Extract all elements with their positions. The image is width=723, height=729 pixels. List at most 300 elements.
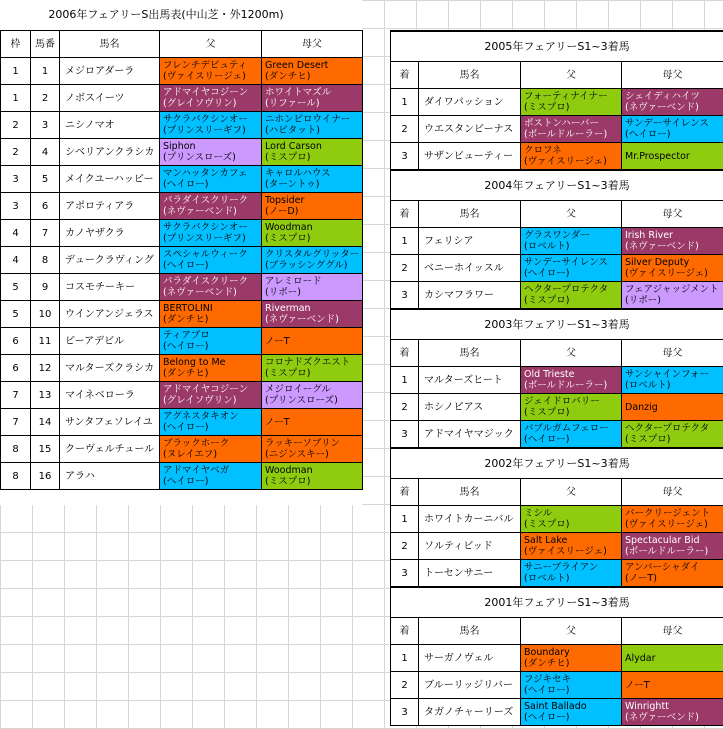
sire-cell [521, 228, 622, 255]
past-header-row [391, 201, 723, 228]
sire-cell-line1: フォーティナイナー [524, 91, 608, 102]
horse-name-cell: ピーアデビル [60, 328, 160, 355]
entry-header-cell: 父 [160, 31, 262, 58]
table-row [391, 367, 723, 394]
broodmare-sire-cell-line2: (ヴァイスリージェ) [625, 268, 708, 279]
table-row [391, 89, 723, 116]
sire-cell-line1: ミシル [524, 508, 553, 519]
sire-cell [160, 436, 262, 463]
past-results-block [390, 30, 723, 726]
past-header-cell: 着 [391, 479, 419, 506]
sire-cell-line2: (ヘイロー) [524, 268, 570, 279]
sire-cell-line2: (ミスプロ) [524, 295, 570, 306]
waku-cell: 6 [1, 355, 31, 382]
waku-cell: 2 [1, 139, 31, 166]
rank-cell: 3 [391, 143, 419, 171]
broodmare-sire-cell-line1: ラッキーソブリン [265, 438, 341, 449]
table-row [1, 247, 363, 274]
broodmare-sire-cell [622, 699, 723, 726]
horse-name-cell: ニシノマオ [60, 112, 160, 139]
broodmare-sire-cell-line2: (ダンチヒ) [265, 71, 311, 82]
horse-name-cell: サーガノヴェル [419, 645, 521, 672]
sire-cell-line1: アドマイヤコジーン [163, 384, 249, 395]
rank-cell: 3 [391, 282, 419, 310]
sire-cell-line1: ジェイドロバリー [524, 396, 600, 407]
horse-name-cell: アポロティアラ [60, 193, 160, 220]
table-row [391, 533, 723, 560]
table-row [391, 143, 723, 171]
broodmare-sire-cell-line1: Irish River [625, 230, 673, 241]
broodmare-sire-cell [262, 463, 363, 490]
broodmare-sire-cell [622, 394, 723, 421]
sire-cell [521, 282, 622, 310]
sire-cell-line1: フジキセキ [524, 674, 572, 685]
broodmare-sire-cell-line1: Lord Carson [265, 141, 322, 152]
sire-cell-line1: パラダイスクリーク [163, 195, 249, 206]
sire-cell-line1: Siphon [163, 141, 196, 152]
table-row [391, 672, 723, 699]
broodmare-sire-cell [262, 247, 363, 274]
sire-cell-line2: (ヴァイスリージェ) [524, 546, 607, 557]
broodmare-sire-cell-line2: (プリンスローズ) [265, 395, 338, 406]
horse-name-cell: ホワイトカーニバル [419, 506, 521, 533]
sire-cell-line2: (ミスプロ) [524, 102, 570, 113]
entry-header-cell: 枠 [1, 31, 31, 58]
sire-cell-line1: サクラバクシンオー [163, 222, 248, 233]
year-title: 2004年フェアリーS1~3着馬 [391, 170, 723, 201]
year-title-row [391, 587, 723, 618]
horse-name-cell: トーセンサニー [419, 560, 521, 588]
rank-cell: 2 [391, 394, 419, 421]
sire-cell-line1: ティアブロ [163, 330, 210, 341]
table-row [1, 409, 363, 436]
broodmare-sire-cell-line2: (ニジンスキー) [265, 449, 329, 460]
past-header-cell: 母父 [622, 62, 723, 89]
sire-cell [521, 367, 622, 394]
table-row [1, 139, 363, 166]
rank-cell: 2 [391, 116, 419, 143]
broodmare-sire-cell-line1: メジロイーグル [265, 384, 331, 395]
horse-name-cell: マイネベローラ [60, 382, 160, 409]
year-title-row [391, 309, 723, 340]
horse-number-cell: 7 [31, 220, 60, 247]
past-header-cell: 着 [391, 62, 419, 89]
past-header-cell: 着 [391, 201, 419, 228]
broodmare-sire-cell-line1: Riverman [265, 303, 311, 314]
broodmare-sire-cell [262, 436, 363, 463]
rank-cell: 2 [391, 672, 419, 699]
broodmare-sire-cell [622, 255, 723, 282]
horse-number-cell: 10 [31, 301, 60, 328]
broodmare-sire-cell-line1: Green Desert [265, 60, 329, 71]
broodmare-sire-cell-line2: (ミスプロ) [625, 434, 671, 445]
horse-number-cell: 16 [31, 463, 60, 490]
horse-name-cell: デュークラヴィング [60, 247, 160, 274]
sire-cell-line1: Salt Lake [524, 535, 568, 546]
rank-cell: 1 [391, 89, 419, 116]
broodmare-sire-cell [262, 166, 363, 193]
sire-cell-line2: (ヘイロー) [163, 422, 209, 433]
sire-cell-line1: Old Trieste [524, 369, 575, 380]
sire-cell-line2: (ダンチヒ) [524, 658, 570, 669]
broodmare-sire-cell [262, 112, 363, 139]
broodmare-sire-cell-line1: コロナドズクエスト [265, 357, 351, 368]
table-row [1, 463, 363, 490]
broodmare-sire-cell-line1: ヘクタープロテクタ [625, 423, 710, 434]
sire-cell-line2: (グレイソヴリン) [163, 395, 237, 406]
table-row [1, 220, 363, 247]
broodmare-sire-cell-line2: (リボー) [625, 295, 661, 306]
broodmare-sire-cell-line2: (ノーD) [265, 206, 299, 217]
past-header-cell: 父 [521, 479, 622, 506]
sire-cell [160, 409, 262, 436]
past-header-cell: 着 [391, 618, 419, 645]
horse-name-cell: シベリアンクラシカ [60, 139, 160, 166]
rank-cell: 3 [391, 421, 419, 449]
sire-cell-line1: アドマイヤベガ [163, 465, 230, 476]
sire-cell-line1: クロフネ [524, 145, 562, 156]
broodmare-sire-cell-line2: (ネヴァーベンド) [625, 102, 699, 113]
sire-cell-line1: バブルガムフェロー [524, 423, 609, 434]
horse-number-cell: 14 [31, 409, 60, 436]
past-header-cell: 母父 [622, 201, 723, 228]
horse-name-cell: ノボスイーツ [60, 85, 160, 112]
past-header-cell: 母父 [622, 340, 723, 367]
sire-cell-line2: (ダンチヒ) [163, 314, 209, 325]
horse-name-cell: サザンビューティー [419, 143, 521, 171]
year-title: 2005年フェアリーS1~3着馬 [391, 31, 723, 62]
horse-name-cell: フェリシア [419, 228, 521, 255]
broodmare-sire-cell [622, 367, 723, 394]
sire-cell-line1: サクラバクシンオー [163, 114, 248, 125]
sire-cell-line1: ボストンハーバー [524, 118, 599, 129]
rank-cell: 1 [391, 228, 419, 255]
horse-name-cell: ベニーホイッスル [419, 255, 521, 282]
horse-name-cell: メジロアダーラ [60, 58, 160, 85]
sire-cell [521, 699, 622, 726]
sire-cell-line2: (ヴァイスリージェ) [163, 71, 246, 82]
broodmare-sire-cell-line2: (リボー) [265, 287, 301, 298]
waku-cell: 5 [1, 301, 31, 328]
horse-name-cell: アラハ [60, 463, 160, 490]
sire-cell [521, 560, 622, 588]
horse-number-cell: 9 [31, 274, 60, 301]
sire-cell [521, 533, 622, 560]
entry-table-title: 2006年フェアリーS出馬表(中山芝・外1200m) [48, 8, 284, 21]
broodmare-sire-cell-line2: (ロベルト) [625, 380, 671, 391]
sire-cell-line2: (ヴァイスリージェ) [524, 156, 607, 167]
waku-cell: 3 [1, 166, 31, 193]
sire-cell-line1: アグネスタキオン [163, 411, 239, 422]
broodmare-sire-cell [622, 533, 723, 560]
past-header-cell: 馬名 [419, 340, 521, 367]
sire-cell-line2: (ヘイロー) [163, 341, 209, 352]
table-row [1, 166, 363, 193]
broodmare-sire-cell-line1: ノーT [265, 416, 290, 428]
sire-cell-line2: (ロベルト) [524, 573, 570, 584]
broodmare-sire-cell-line1: ホワイトマズル [265, 87, 332, 98]
rank-cell: 1 [391, 645, 419, 672]
horse-name-cell: ソルティビッド [419, 533, 521, 560]
sire-cell-line2: (ヘイロー) [524, 712, 570, 723]
sire-cell-line1: グラスワンダー [524, 230, 590, 241]
sire-cell-line1: サニーブライアン [524, 562, 599, 573]
broodmare-sire-cell-line1: フェアジャッジメント [625, 284, 719, 295]
table-row [1, 301, 363, 328]
past-header-cell: 馬名 [419, 62, 521, 89]
broodmare-sire-cell-line2: (ネヴァーベンド) [625, 712, 699, 723]
waku-cell: 8 [1, 436, 31, 463]
broodmare-sire-cell-line2: (ヴァイスリージェ) [625, 519, 708, 530]
horse-name-cell: ウエスタンビーナス [419, 116, 521, 143]
table-row [1, 436, 363, 463]
sire-cell-line1: ブラックホーク [163, 438, 230, 449]
sire-cell [521, 143, 622, 171]
horse-name-cell: カノヤザクラ [60, 220, 160, 247]
table-row [391, 228, 723, 255]
sire-cell-line2: (ロベルト) [524, 241, 570, 252]
broodmare-sire-cell-line1: シェイディハイツ [625, 91, 701, 102]
past-results-table [390, 30, 723, 726]
sire-cell [521, 672, 622, 699]
broodmare-sire-cell-line1: Danzig [625, 401, 658, 413]
rank-cell: 2 [391, 533, 419, 560]
broodmare-sire-cell-line2: (ブラッシンググル) [265, 260, 348, 271]
broodmare-sire-cell-line2: (ミスプロ) [265, 233, 311, 244]
past-header-row [391, 340, 723, 367]
sire-cell-line2: (ボールドルーラー) [524, 380, 608, 391]
past-header-cell: 馬名 [419, 479, 521, 506]
horse-number-cell: 1 [31, 58, 60, 85]
sire-cell-line1: Saint Ballado [524, 701, 587, 712]
table-row [1, 58, 363, 85]
horse-number-cell: 12 [31, 355, 60, 382]
waku-cell: 7 [1, 409, 31, 436]
sire-cell [521, 116, 622, 143]
past-header-cell: 着 [391, 340, 419, 367]
waku-cell: 5 [1, 274, 31, 301]
broodmare-sire-cell-line1: バークリージェント [625, 508, 711, 519]
table-row [1, 193, 363, 220]
sire-cell [160, 274, 262, 301]
past-header-cell: 父 [521, 618, 622, 645]
sire-cell-line2: (ミスプロ) [524, 407, 570, 418]
sire-cell [160, 463, 262, 490]
table-row [391, 394, 723, 421]
sire-cell [160, 301, 262, 328]
sire-cell-line2: (プリンスリーギフ) [163, 233, 246, 244]
entry-table-block [0, 0, 362, 505]
broodmare-sire-cell-line2: (ボールドルーラー) [625, 546, 709, 557]
rank-cell: 1 [391, 506, 419, 533]
table-row [391, 282, 723, 310]
waku-cell: 2 [1, 112, 31, 139]
sire-cell-line1: パラダイスクリーク [163, 276, 249, 287]
horse-number-cell: 2 [31, 85, 60, 112]
past-header-row [391, 618, 723, 645]
sire-cell [160, 220, 262, 247]
broodmare-sire-cell [622, 116, 723, 143]
broodmare-sire-cell [622, 228, 723, 255]
past-header-cell: 馬名 [419, 618, 521, 645]
broodmare-sire-cell-line2: (ネヴァーベンド) [265, 314, 339, 325]
broodmare-sire-cell [622, 560, 723, 588]
sire-cell [160, 112, 262, 139]
broodmare-sire-cell-line1: Mr.Prospector [625, 150, 690, 162]
table-row [391, 560, 723, 588]
year-title-row [391, 170, 723, 201]
entry-header-row [1, 31, 363, 58]
broodmare-sire-cell [622, 421, 723, 449]
waku-cell: 6 [1, 328, 31, 355]
sire-cell-line1: Belong to Me [163, 357, 226, 368]
broodmare-sire-cell [622, 143, 723, 171]
sire-cell-line2: (ミスプロ) [524, 519, 570, 530]
horse-name-cell: カシマフラワー [419, 282, 521, 310]
sire-cell [160, 355, 262, 382]
broodmare-sire-cell-line1: キャロルハウス [265, 168, 331, 179]
table-row [391, 421, 723, 449]
sire-cell-line1: アドマイヤコジーン [163, 87, 249, 98]
broodmare-sire-cell [622, 282, 723, 310]
past-header-row [391, 62, 723, 89]
rank-cell: 3 [391, 560, 419, 588]
year-title: 2003年フェアリーS1~3着馬 [391, 309, 723, 340]
broodmare-sire-cell-line1: Alydar [625, 652, 656, 664]
sire-cell [521, 89, 622, 116]
past-header-cell: 母父 [622, 479, 723, 506]
sire-cell [160, 58, 262, 85]
sire-cell-line1: スペシャルウィーク [163, 249, 248, 260]
year-title: 2002年フェアリーS1~3着馬 [391, 448, 723, 479]
broodmare-sire-cell-line1: Spectacular Bid [625, 535, 700, 546]
waku-cell: 4 [1, 220, 31, 247]
horse-name-cell: コスモチーキー [60, 274, 160, 301]
broodmare-sire-cell-line2: (ノーT) [625, 573, 657, 584]
sire-cell [160, 139, 262, 166]
horse-number-cell: 8 [31, 247, 60, 274]
past-header-row [391, 479, 723, 506]
sire-cell [521, 421, 622, 449]
horse-number-cell: 6 [31, 193, 60, 220]
table-row [1, 112, 363, 139]
sire-cell [521, 255, 622, 282]
year-title-row [391, 448, 723, 479]
horse-name-cell: ウインアンジェラス [60, 301, 160, 328]
sire-cell [521, 645, 622, 672]
horse-name-cell: クーヴェルチュール [60, 436, 160, 463]
broodmare-sire-cell-line2: (リファール) [265, 98, 320, 109]
horse-name-cell: サンタフェソレイユ [60, 409, 160, 436]
horse-number-cell: 4 [31, 139, 60, 166]
broodmare-sire-cell-line1: サンデーサイレンス [625, 118, 709, 129]
waku-cell: 4 [1, 247, 31, 274]
broodmare-sire-cell-line1: クリスタルグリッター [265, 249, 360, 260]
rank-cell: 1 [391, 367, 419, 394]
broodmare-sire-cell [262, 328, 363, 355]
broodmare-sire-cell-line2: (ミスプロ) [265, 152, 311, 163]
sire-cell [160, 382, 262, 409]
broodmare-sire-cell [622, 645, 723, 672]
sire-cell-line1: BERTOLINI [163, 303, 213, 314]
broodmare-sire-cell-line2: (ミスプロ) [265, 476, 311, 487]
broodmare-sire-cell [622, 89, 723, 116]
sire-cell-line2: (ダンチヒ) [163, 368, 209, 379]
table-row [1, 274, 363, 301]
broodmare-sire-cell [262, 355, 363, 382]
broodmare-sire-cell-line2: (ターントゥ) [265, 179, 320, 190]
sire-cell-line2: (ネヴァーベンド) [163, 287, 237, 298]
table-row [1, 382, 363, 409]
entry-header-cell: 母父 [262, 31, 363, 58]
broodmare-sire-cell-line1: ノーT [265, 335, 290, 347]
sire-cell-line2: (ヘイロー) [524, 685, 570, 696]
sire-cell-line2: (ヘイロー) [163, 476, 209, 487]
horse-name-cell: ダイワパッション [419, 89, 521, 116]
table-row [391, 699, 723, 726]
waku-cell: 1 [1, 58, 31, 85]
broodmare-sire-cell [262, 274, 363, 301]
rank-cell: 2 [391, 255, 419, 282]
broodmare-sire-cell [262, 85, 363, 112]
broodmare-sire-cell-line1: ノーT [625, 679, 650, 691]
broodmare-sire-cell [262, 301, 363, 328]
broodmare-sire-cell [262, 409, 363, 436]
table-row [391, 506, 723, 533]
broodmare-sire-cell-line1: Winrightt [625, 701, 669, 712]
horse-number-cell: 11 [31, 328, 60, 355]
broodmare-sire-cell [262, 382, 363, 409]
entry-header-cell: 馬名 [60, 31, 160, 58]
past-header-cell: 父 [521, 62, 622, 89]
horse-number-cell: 13 [31, 382, 60, 409]
sire-cell-line2: (ネヴァーベンド) [163, 206, 237, 217]
sire-cell [160, 193, 262, 220]
horse-name-cell: ブルーリッジリバー [419, 672, 521, 699]
year-title-row [391, 31, 723, 62]
horse-number-cell: 3 [31, 112, 60, 139]
sire-cell-line1: フレンチデピュティ [163, 60, 248, 71]
sire-cell-line1: ヘクタープロテクタ [524, 284, 609, 295]
broodmare-sire-cell-line2: (ハビタット) [265, 125, 320, 136]
broodmare-sire-cell [622, 506, 723, 533]
past-header-cell: 父 [521, 201, 622, 228]
horse-name-cell: アドマイヤマジック [419, 421, 521, 449]
waku-cell: 8 [1, 463, 31, 490]
sire-cell-line2: (プリンスローズ) [163, 152, 236, 163]
table-row [391, 116, 723, 143]
horse-number-cell: 5 [31, 166, 60, 193]
broodmare-sire-cell-line1: Woodman [265, 465, 313, 476]
sire-cell-line1: サンデーサイレンス [524, 257, 608, 268]
sire-cell [521, 394, 622, 421]
rank-cell: 3 [391, 699, 419, 726]
entry-header-cell: 馬番 [31, 31, 60, 58]
horse-name-cell: マルターズヒート [419, 367, 521, 394]
sire-cell [160, 328, 262, 355]
sire-cell [521, 506, 622, 533]
sire-cell [160, 247, 262, 274]
table-row [1, 328, 363, 355]
horse-number-cell: 15 [31, 436, 60, 463]
horse-name-cell: ホシノピアス [419, 394, 521, 421]
sire-cell-line2: (ボールドルーラー) [524, 129, 608, 140]
sire-cell [160, 166, 262, 193]
broodmare-sire-cell [262, 220, 363, 247]
broodmare-sire-cell-line1: Woodman [265, 222, 313, 233]
table-row [1, 355, 363, 382]
broodmare-sire-cell [262, 193, 363, 220]
